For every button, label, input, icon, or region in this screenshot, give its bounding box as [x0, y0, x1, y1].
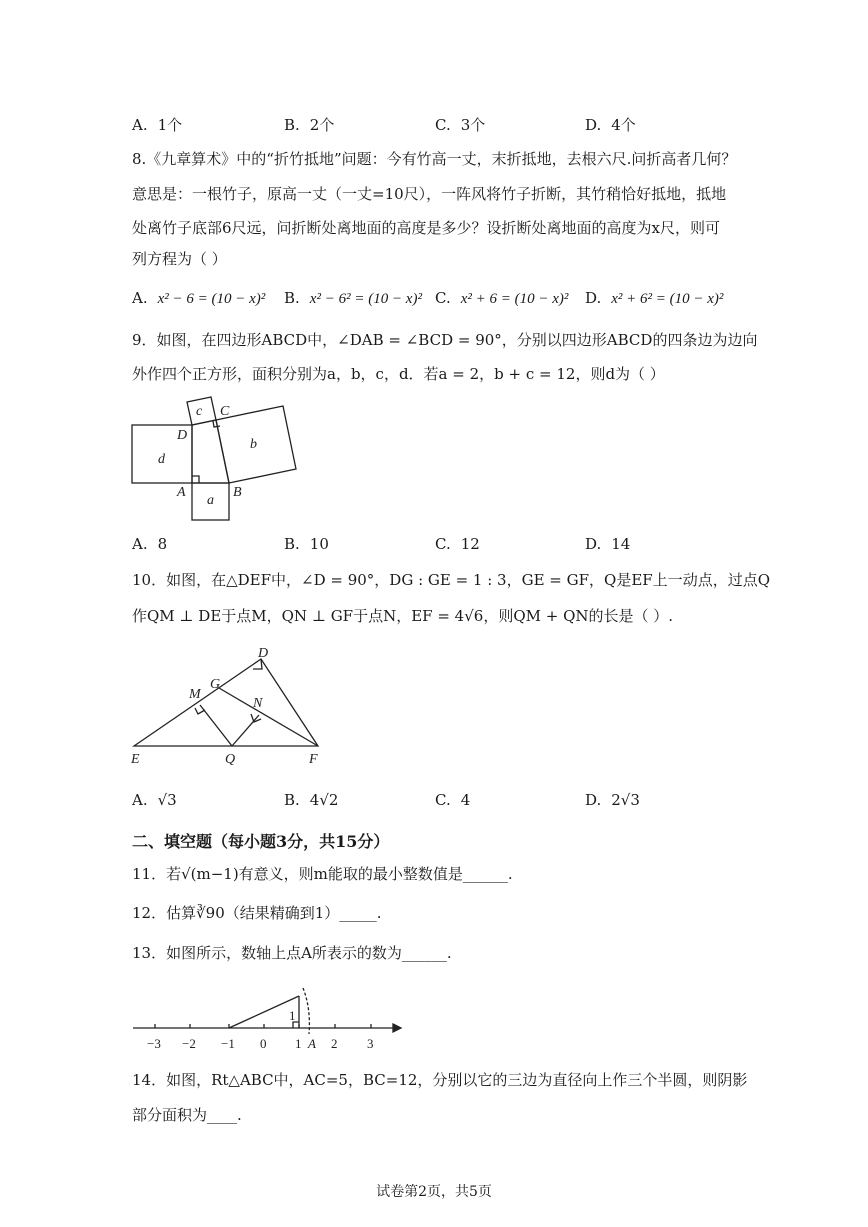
q9-quadrilateral [192, 420, 229, 483]
q13-label-neg3: −3 [147, 1036, 161, 1051]
q10-segment-gf [219, 688, 318, 746]
q9-label-C: C [220, 404, 230, 419]
q7-option-b: B. 2个 [284, 116, 335, 134]
q9-option-a: A. 8 [132, 535, 168, 553]
q8-options [132, 289, 772, 309]
q13-label-2: 2 [331, 1036, 338, 1051]
q11-text: 11．若√(m−1)有意义，则m能取的最小整数值是______. [132, 865, 513, 883]
q10-options [132, 791, 772, 811]
q13-number-line-figure [125, 982, 405, 1054]
page-footer: 试卷第2页，共5页 [376, 1184, 492, 1200]
q9-label-B: B [233, 485, 242, 500]
q7-option-a: A. 1个 [132, 116, 183, 134]
q10-line-1: 10．如图，在△DEF中，∠D = 90°，DG : GE = 1 : 3，GE = GF，Q是EF上一动点，过点Q [132, 571, 770, 589]
q8-line-1: 8.《九章算术》中的“折竹抵地”问题：今有竹高一丈，末折抵地，去根六尺.问折高者几何？ [132, 150, 737, 168]
q10-label-Q: Q [225, 752, 236, 767]
q8-option-d: D. x² + 6² = (10 − x)² [585, 289, 724, 307]
q14-line-2: 部分面积为____. [132, 1106, 242, 1124]
q10-label-N: N [253, 696, 263, 711]
q10-segment-qn [232, 715, 259, 746]
q10-figure [125, 642, 335, 772]
q9-label-A: A [177, 485, 186, 500]
q9-label-a: a [207, 493, 214, 508]
q8-line-4: 列方程为（ ） [132, 250, 227, 268]
q10-line-2: 作QM ⊥ DE于点M，QN ⊥ GF于点N，EF = 4√6，则QM + QN的长是（ ）. [132, 607, 674, 625]
q8-line-2: 意思是：一根竹子，原高一丈（一丈=10尺），一阵风将竹子折断，其竹稍恰好抵地，抵地 [132, 185, 727, 203]
q8-line-3: 处离竹子底部6尺远，问折断处离地面的高度是多少？设折断处离地面的高度为x尺，则可 [132, 219, 721, 237]
q7-option-c: C. 3个 [435, 116, 486, 134]
q10-label-M: M [189, 687, 201, 702]
q9-label-b: b [250, 437, 257, 452]
q9-label-c: c [196, 404, 203, 419]
q12-text: 12．估算∛90（结果精确到1）_____. [132, 904, 382, 922]
q13-label-A: A [308, 1036, 316, 1051]
q10-option-c: C. 4 [435, 791, 471, 809]
q10-option-a: A. √3 [132, 791, 177, 809]
q9-option-c: C. 12 [435, 535, 480, 553]
q13-label-3: 3 [367, 1036, 374, 1051]
q10-label-E: E [131, 752, 140, 767]
q8-option-b: B. x² − 6² = (10 − x)² [284, 289, 422, 307]
q9-figure [125, 390, 305, 525]
q9-option-d: D. 14 [585, 535, 631, 553]
q9-option-b: B. 10 [284, 535, 329, 553]
q8-option-c: C. x² + 6 = (10 − x)² [435, 289, 569, 307]
q10-segment-qm [200, 705, 232, 746]
q13-label-height: 1 [289, 1008, 296, 1023]
q10-label-G: G [210, 677, 221, 692]
q9-right-angle-a [192, 476, 199, 483]
q10-option-d: D. 2√3 [585, 791, 640, 809]
q13-arc [303, 988, 309, 1034]
q7-options [132, 114, 772, 134]
q10-label-F: F [309, 752, 318, 767]
q7-option-d: D. 4个 [585, 116, 636, 134]
q10-label-D: D [258, 646, 269, 661]
q9-options [132, 535, 772, 555]
q10-option-b: B. 4√2 [284, 791, 339, 809]
q9-line-2: 外作四个正方形，面积分别为a，b，c，d．若a = 2，b + c = 12，则d为（ ） [132, 365, 665, 383]
q13-axis-arrow [393, 1024, 401, 1032]
q13-label-neg2: −2 [182, 1036, 196, 1051]
q8-option-a: A. x² − 6 = (10 − x)² [132, 289, 266, 307]
q9-line-1: 9．如图，在四边形ABCD中，∠DAB = ∠BCD = 90°，分别以四边形ABCD的四条边为边向 [132, 331, 758, 349]
q9-label-D: D [177, 428, 188, 443]
q13-label-0: 0 [260, 1036, 267, 1051]
q13-label-1: 1 [295, 1036, 302, 1051]
q13-label-neg1: −1 [221, 1036, 235, 1051]
q10-triangle-def [134, 659, 318, 746]
q9-label-d: d [158, 452, 165, 467]
q13-text: 13．如图所示，数轴上点A所表示的数为______. [132, 944, 452, 962]
section-2-title: 二、填空题（每小题3分，共15分） [132, 832, 390, 851]
q14-line-1: 14．如图，Rt△ABC中，AC=5，BC=12，分别以它的三边为直径向上作三个半圆，则阴影 [132, 1071, 748, 1089]
